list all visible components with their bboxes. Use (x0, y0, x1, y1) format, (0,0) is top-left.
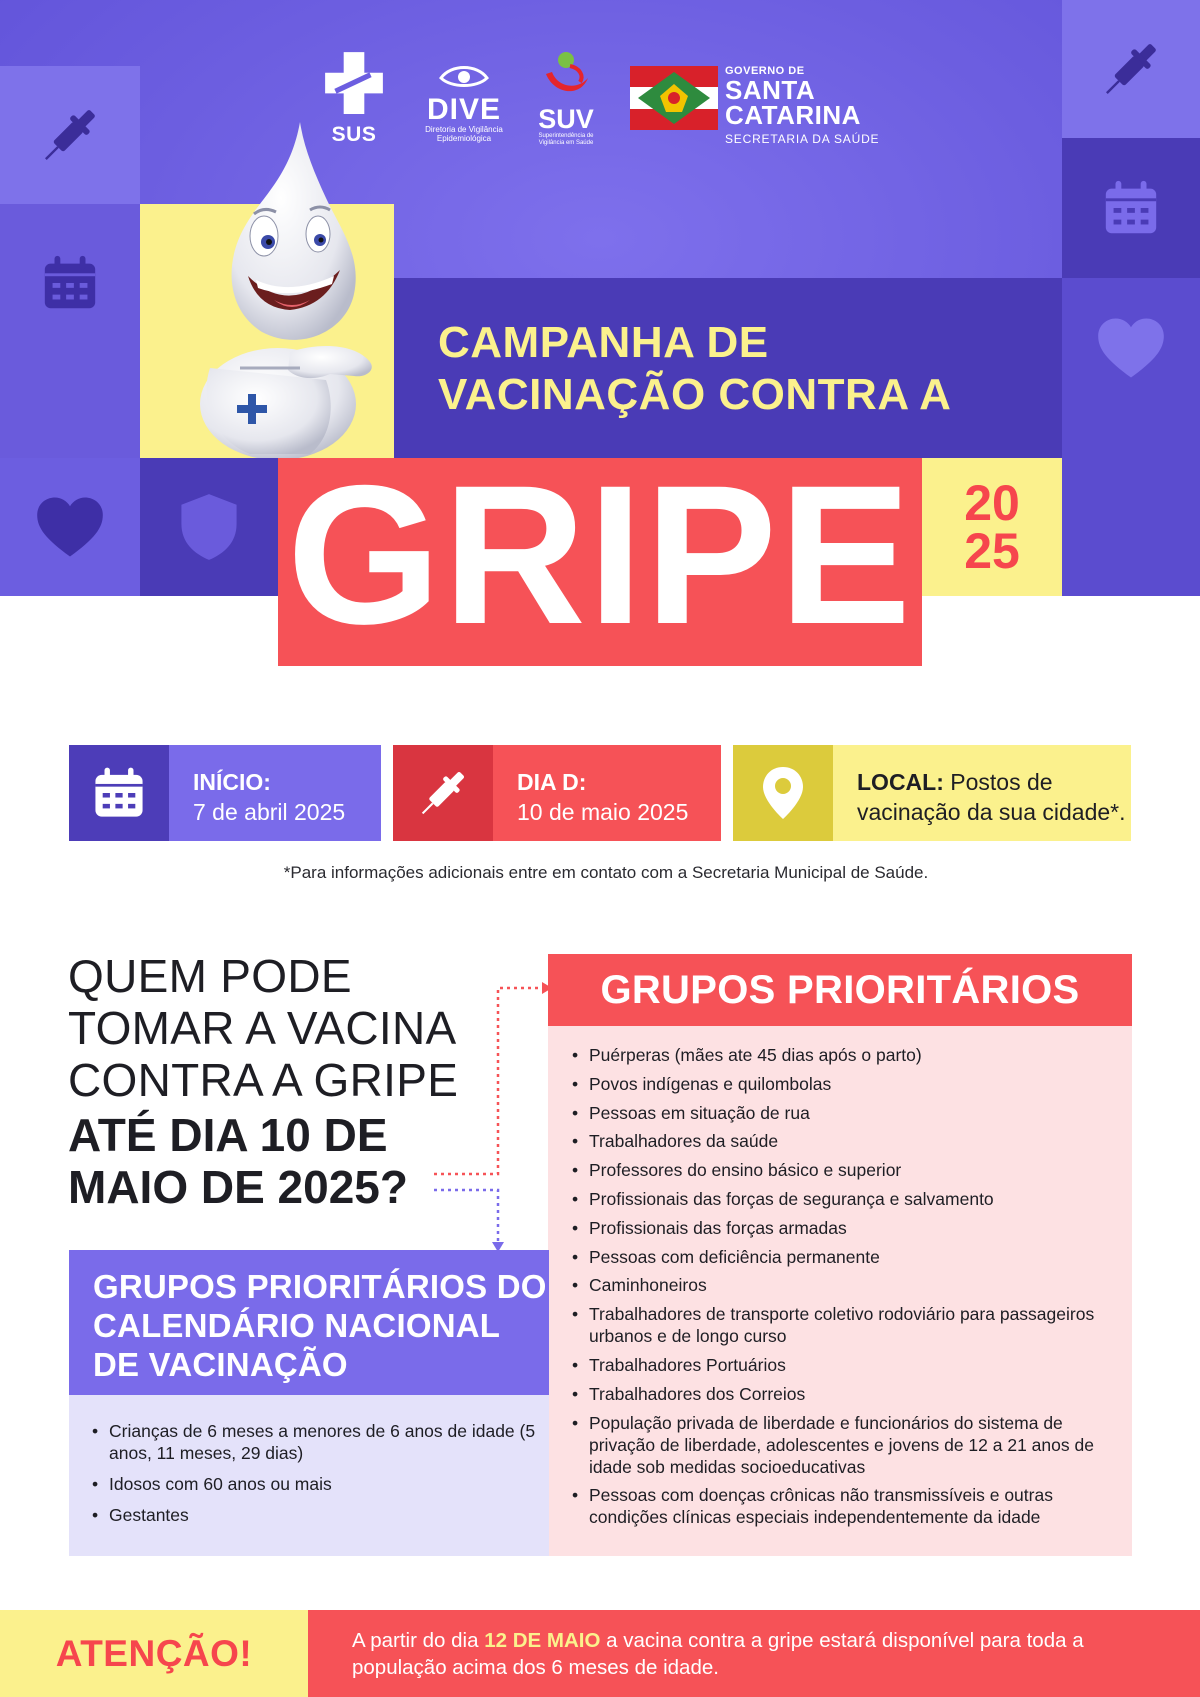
local-value: Postos de (950, 769, 1053, 795)
connector-arrows (430, 980, 555, 1260)
calendar-icon (69, 745, 169, 841)
footer-text: A partir do dia (352, 1629, 485, 1652)
dia-d-value: 10 de maio 2025 (517, 799, 689, 825)
local-value: vacinação da sua cidade*. (857, 799, 1126, 825)
syringe-icon (1062, 0, 1200, 138)
sc-name-line: CATARINA (725, 100, 861, 130)
list-item: • Pessoas com deficiência permanente (572, 1246, 1112, 1268)
list-item: • Crianças de 6 meses a menores de 6 anos de idade (5 anos, 11 meses, 29 dias) (92, 1420, 542, 1464)
title-band (394, 278, 1062, 458)
list-item: • População privada de liberdade e funcionários do sistema de privação de liberdade, adolescentes e jovens de 12 a 21 anos de idade sob medidas socioeducativas (572, 1412, 1112, 1478)
gripe-title: GRIPE (286, 444, 914, 665)
list-item: • Caminhoneiros (572, 1274, 1112, 1296)
location-pin-icon (733, 745, 833, 841)
local-label: LOCAL: (857, 769, 944, 795)
list-item: • Povos indígenas e quilombolas (572, 1073, 1112, 1095)
footer-highlight: 12 DE MAIO (484, 1629, 601, 1652)
syringe-icon (393, 745, 493, 841)
grupos-prioritarios-title: GRUPOS PRIORITÁRIOS (548, 954, 1132, 1026)
list-item: • Pessoas com doenças crônicas não transmissíveis e outras condições clínicas especiais independentemente da idade (572, 1484, 1112, 1528)
list-item: • Trabalhadores dos Correios (572, 1383, 1112, 1405)
sc-gov-label: GOVERNO DE (725, 65, 805, 77)
dive-logo (418, 64, 510, 143)
dive-subtitle: Diretoria de Vigilância (425, 125, 503, 134)
question-line: CONTRA A GRIPE (68, 1054, 459, 1106)
question-text (68, 950, 488, 1106)
heart-icon (0, 458, 140, 596)
footer-message (352, 1627, 1172, 1681)
year-top: 20 (964, 475, 1020, 531)
question-line: ATÉ DIA 10 DE (68, 1109, 388, 1161)
calendar-icon (0, 214, 140, 352)
sus-cross-icon (323, 50, 385, 116)
inicio-value: 7 de abril 2025 (193, 799, 346, 825)
sc-name-line: SANTA (725, 75, 816, 105)
attention-label: ATENÇÃO! (55, 1633, 253, 1674)
question-date (68, 1109, 488, 1213)
syringe-icon (0, 66, 140, 204)
calendario-title-line: DE VACINAÇÃO (93, 1346, 348, 1383)
eye-icon (439, 64, 489, 90)
list-item: • Profissionais das forças de segurança e salvamento (572, 1188, 1112, 1210)
suv-label: SUV (538, 104, 594, 134)
footnote: *Para informações adicionais entre em contato com a Secretaria Municipal de Saúde. (283, 863, 929, 882)
ze-gotinha-mascot (140, 118, 390, 458)
inicio-label: INÍCIO: (193, 769, 271, 795)
list-item: • Gestantes (92, 1504, 542, 1526)
suv-subtitle: Vigilância em Saúde (538, 140, 594, 146)
dive-label: DIVE (426, 93, 502, 126)
list-item: • Professores do ensino básico e superior (572, 1159, 1112, 1181)
dive-subtitle: Epidemiológica (436, 134, 492, 143)
suv-swirl-icon (540, 50, 592, 100)
calendario-title (69, 1250, 549, 1395)
list-item: • Puérperas (mães ate 45 dias após o parto) (572, 1044, 1112, 1066)
calendario-title-line: GRUPOS PRIORITÁRIOS DO (93, 1268, 547, 1305)
info-local (733, 745, 1131, 841)
list-item: • Profissionais das forças armadas (572, 1217, 1112, 1239)
info-dia-d (393, 745, 721, 841)
sc-name-label (725, 75, 861, 130)
santa-catarina-logo (630, 62, 890, 146)
question-line: QUEM PODE (68, 950, 352, 1002)
sc-flag-icon (630, 66, 718, 130)
list-item: • Pessoas em situação de rua (572, 1102, 1112, 1124)
year-bottom: 25 (964, 523, 1020, 579)
list-item: • Trabalhadores da saúde (572, 1130, 1112, 1152)
shield-icon (140, 458, 278, 596)
calendario-list (92, 1420, 542, 1535)
calendar-icon (1062, 138, 1200, 278)
list-item: • Trabalhadores de transporte coletivo rodoviário para passageiros urbanos e de longo curso (572, 1303, 1112, 1347)
info-inicio (69, 745, 381, 841)
footer-text: a vacina contra a gripe estará disponível para toda a população acima dos 6 meses de idade. (352, 1629, 1084, 1679)
grupos-prioritarios-list (572, 1044, 1112, 1535)
suv-subtitle: Superintendência de (538, 133, 594, 139)
calendario-title-line: CALENDÁRIO NACIONAL (93, 1307, 501, 1344)
question-line: TOMAR A VACINA (68, 1002, 457, 1054)
suv-logo (532, 50, 600, 147)
question-line: MAIO DE 2025? (68, 1161, 408, 1213)
sc-secretaria-label: SECRETARIA DA SAÚDE (725, 132, 880, 146)
dia-d-label: DIA D: (517, 769, 587, 795)
sus-label: SUS (331, 123, 377, 146)
list-item: • Trabalhadores Portuários (572, 1354, 1112, 1376)
campaign-title-line2: VACINAÇÃO CONTRA A (438, 370, 952, 419)
list-item: • Idosos com 60 anos ou mais (92, 1473, 542, 1495)
heart-icon (1062, 278, 1200, 418)
campaign-title-line1: CAMPANHA DE (438, 318, 769, 367)
